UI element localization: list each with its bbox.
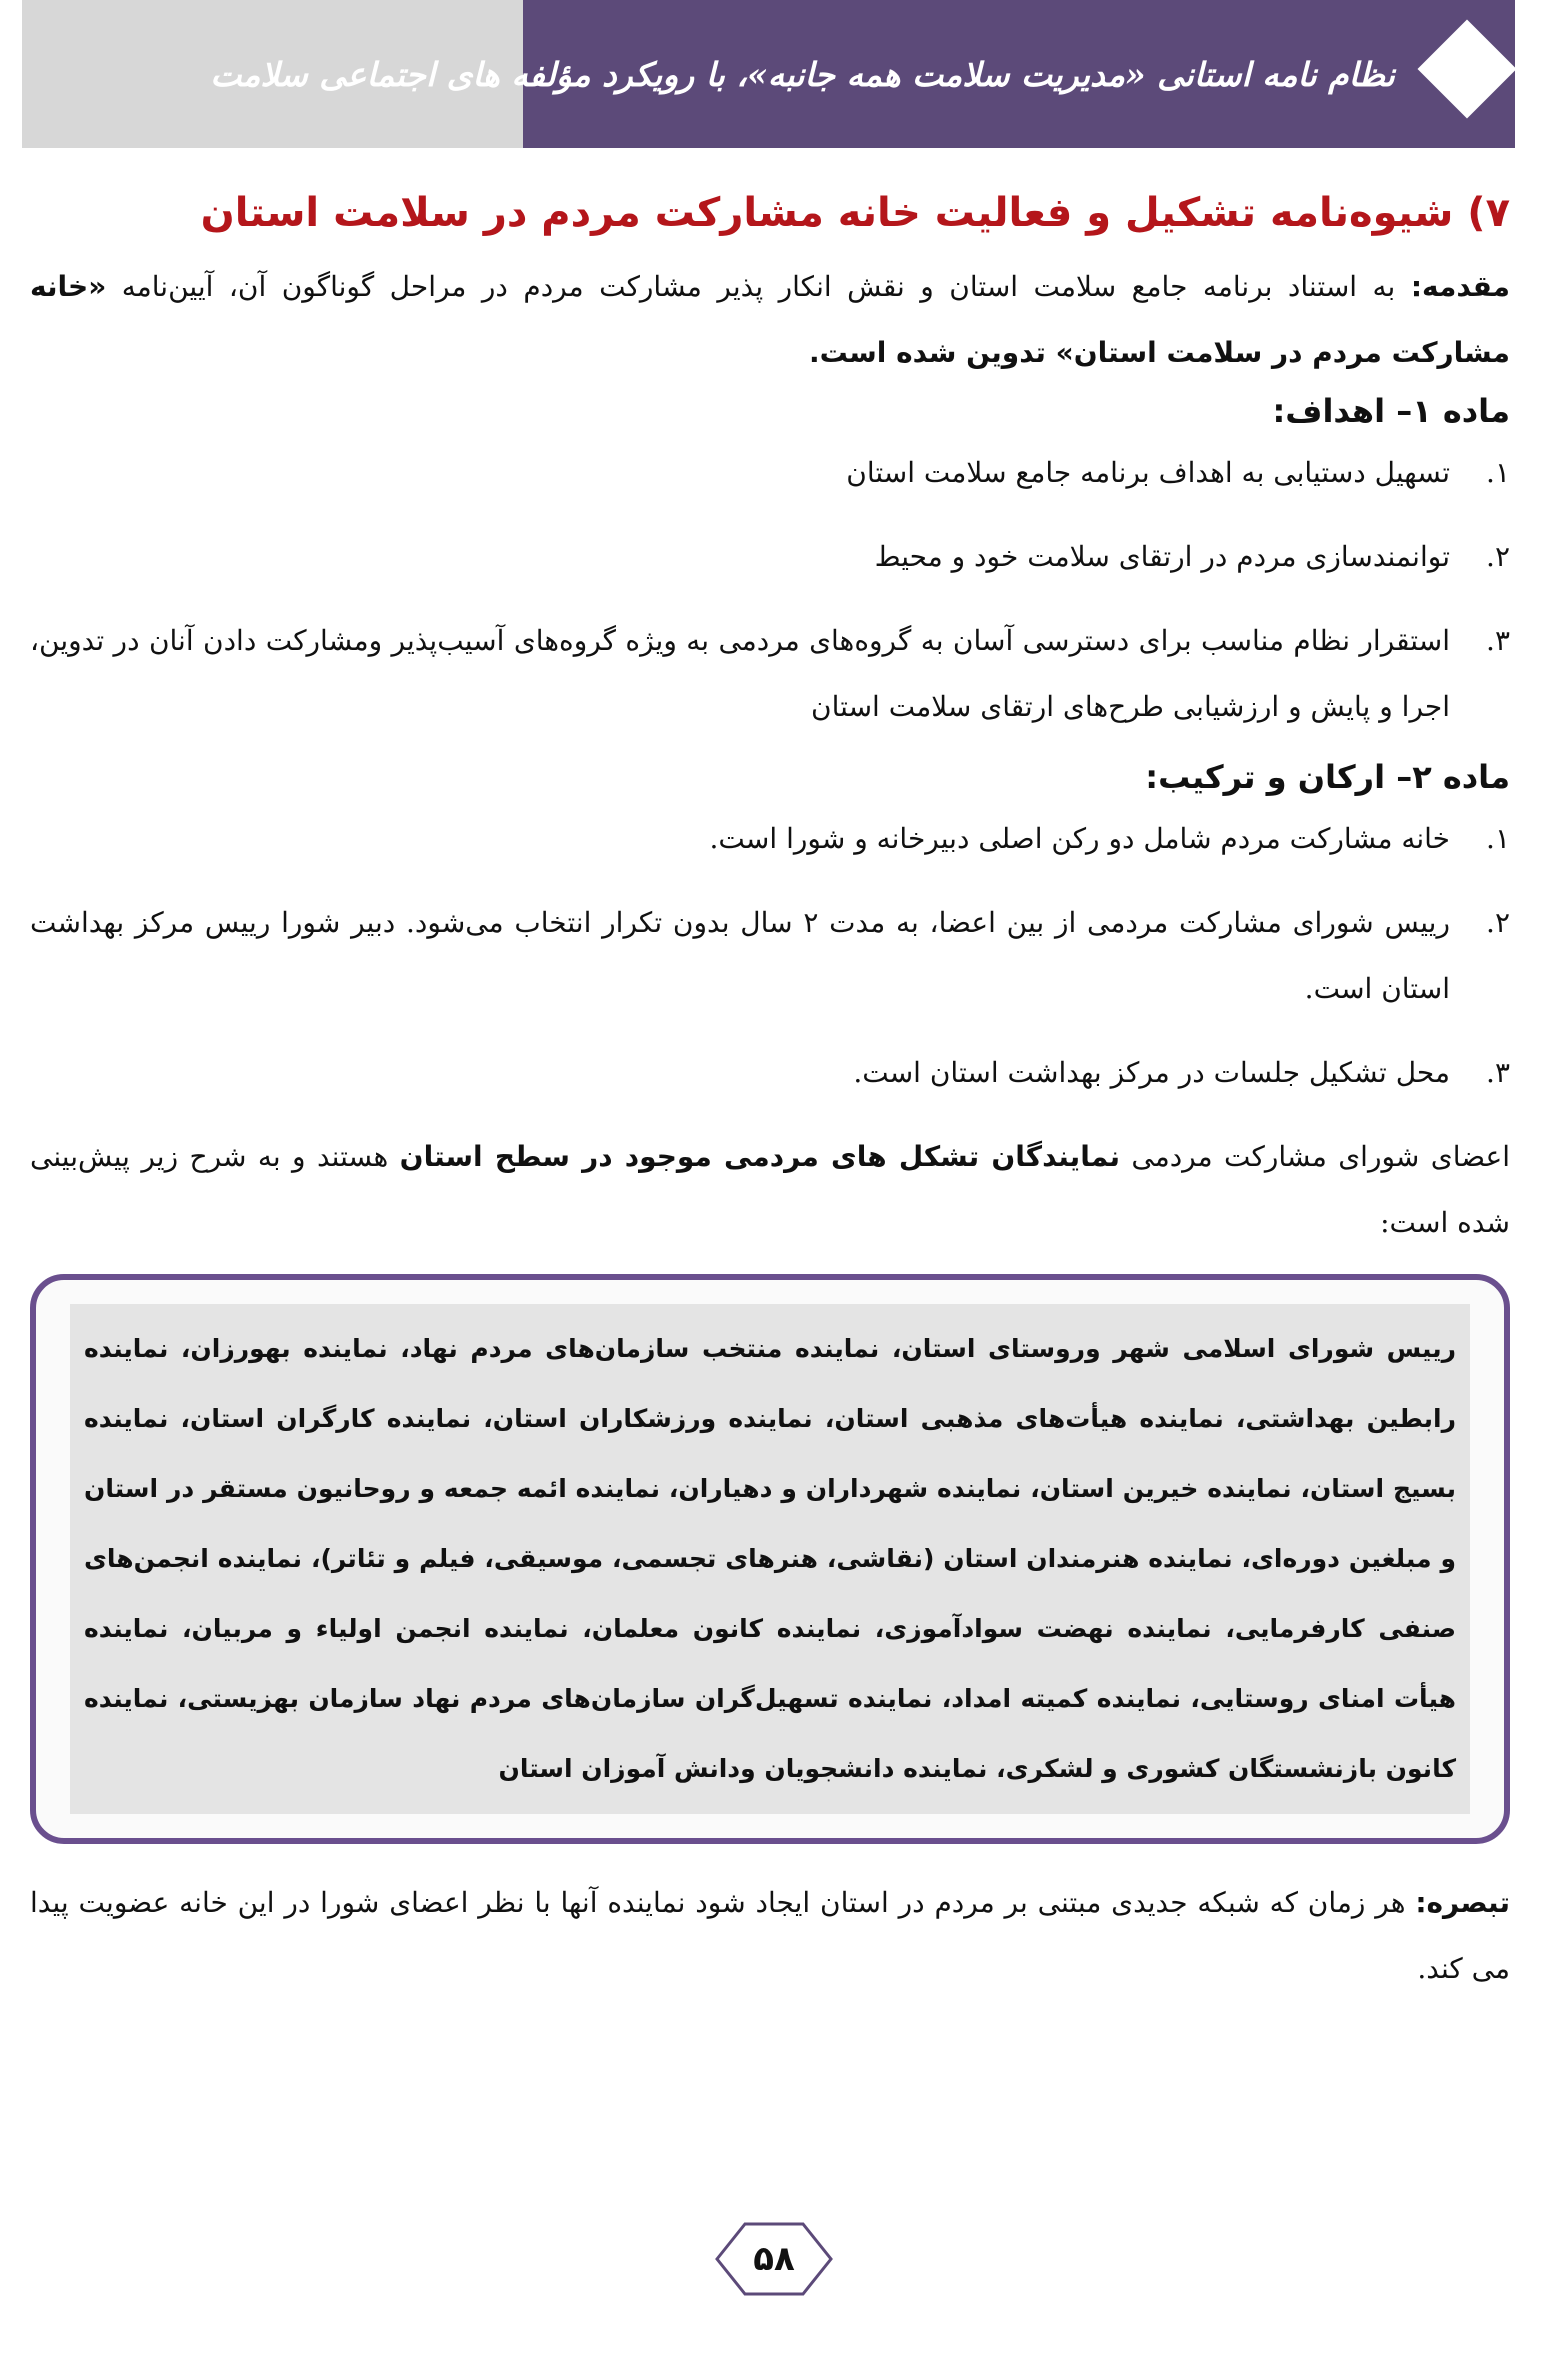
note-text: هر زمان که شبکه جدیدی مبتنی بر مردم در استان ایجاد شود نماینده آنها با نظر اعضای شورا در این خانه عضویت پیدا می کند.	[30, 1886, 1510, 1985]
list-item-number: ۲.	[1486, 540, 1510, 573]
intro-paragraph	[30, 254, 1510, 386]
members-intro-bold: نمایندگان تشکل های مردمی موجود در سطح استان	[399, 1140, 1120, 1173]
list-item-text: محل تشکیل جلسات در مرکز بهداشت استان است.	[853, 1056, 1450, 1089]
list-item-text: رییس شورای مشارکت مردمی از بین اعضا، به مدت ۲ سال بدون تکرار انتخاب می‌شود. دبیر شورا رییس مرکز بهداشت استان است.	[30, 906, 1450, 1005]
header-title-box	[210, 0, 1515, 148]
list-item	[30, 608, 1510, 740]
article-1-title: ماده ۱– اهداف:	[1272, 392, 1510, 430]
page-content	[30, 190, 1510, 2002]
list-item-number: ۱.	[1486, 822, 1510, 855]
page-number: ۵۸	[753, 2239, 795, 2279]
list-item-text: تسهیل دستیابی به اهداف برنامه جامع سلامت استان	[846, 456, 1450, 489]
list-item-number: ۳.	[1486, 624, 1510, 657]
header-title: نظام نامه استانی «مدیریت سلامت همه جانبه»، با رویکرد مؤلفه های اجتماعی سلامت	[210, 54, 1395, 94]
intro-text: به استناد برنامه جامع سلامت استان و نقش انکار پذیر مشارکت مردم در مراحل گوناگون آن، آیین‌نامه	[106, 270, 1411, 303]
note-label: تبصره:	[1415, 1886, 1510, 1919]
list-item	[30, 524, 1510, 590]
members-list-text: رییس شورای اسلامی شهر وروستای استان، نماینده منتخب سازمان‌های مردم نهاد، نماینده بهورزان، نماینده رابطین بهداشتی، نماینده هیأت‌های مذهبی استان، نماینده ورزشکاران استان، نماینده کارگران استان، نماینده بسیج استان، نماینده خیرین استان، نماینده شهرداران و دهیاران، نماینده ائمه جمعه و روحانیون مستقر در استان و مبلغین دوره‌ای، نماینده هنرمندان استان (نقاشی، هنرهای تجسمی، موسیقی، فیلم و تئاتر)، نماینده انجمن‌های صنفی کارفرمایی، نماینده نهضت سوادآموزی، نماینده کانون معلمان، نماینده انجمن اولیاء و مربیان، نماینده هیأت امنای روستایی، نماینده کمیته امداد، نماینده تسهیل‌گران سازمان‌های مردم نهاد سازمان بهزیستی، نماینده کانون بازنشستگان کشوری و لشکری، نماینده دانشجویان ودانش آموزان استان	[70, 1304, 1470, 1814]
members-intro-part2: هستند و به شرح زیر پیش‌بینی شده است:	[30, 1140, 1510, 1239]
members-intro-paragraph	[30, 1124, 1510, 1256]
list-item-number: ۳.	[1486, 1056, 1510, 1089]
intro-bold-tail: «خانه مشارکت مردم در سلامت استان» تدوین شده است.	[30, 270, 1510, 369]
list-item-text: استقرار نظام مناسب برای دسترسی آسان به گروه‌های مردمی به ویژه گروه‌های آسیب‌پذیر ومشارکت دادن آنان در تدوین، اجرا و پایش و ارزشیابی طرح‌های ارتقای سلامت استان	[30, 624, 1450, 723]
list-item	[30, 890, 1510, 1022]
list-item-text: خانه مشارکت مردم شامل دو رکن اصلی دبیرخانه و شورا است.	[709, 822, 1450, 855]
article-1-list	[30, 440, 1510, 740]
list-item	[30, 1040, 1510, 1106]
note-paragraph	[30, 1870, 1510, 2002]
article-2-list	[30, 806, 1510, 1106]
intro-label: مقدمه:	[1410, 270, 1510, 303]
list-item-number: ۲.	[1486, 906, 1510, 939]
list-item	[30, 806, 1510, 872]
article-2-title: ماده ۲– ارکان و ترکیب:	[1145, 758, 1510, 796]
members-intro-part1: اعضای شورای مشارکت مردمی	[1120, 1140, 1510, 1173]
members-box	[30, 1274, 1510, 1844]
list-item-number: ۱.	[1486, 456, 1510, 489]
section-title: ۷) شیوه‌نامه تشکیل و فعالیت خانه مشارکت مردم در سلامت استان	[200, 190, 1510, 236]
list-item-text: توانمندسازی مردم در ارتقای سلامت خود و محیط	[874, 540, 1450, 573]
list-item	[30, 440, 1510, 506]
